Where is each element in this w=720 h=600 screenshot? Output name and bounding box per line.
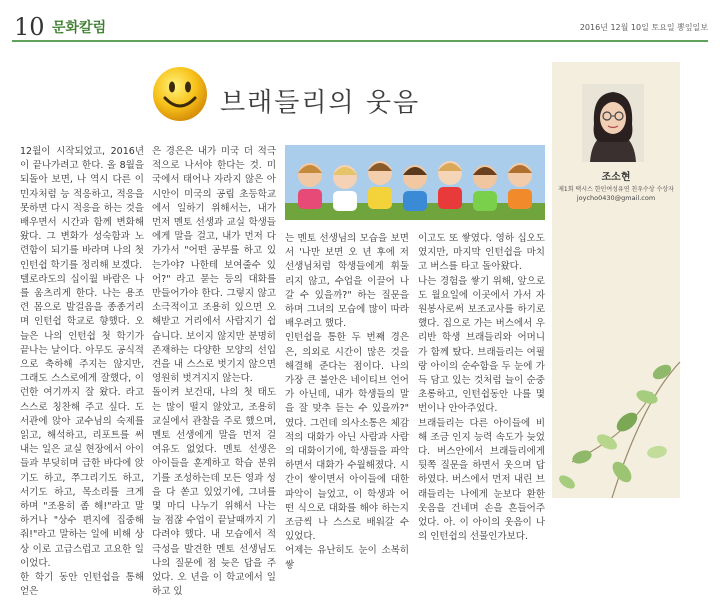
paragraph: 돌이켜 보건대, 나의 첫 태도는 많이 떨지 않았고, 조용히 교실에서 관찰을 주로 했으며, 멘토 선생에게 말을 먼저 걸 여유도 없었다. 멘토 선생은 아이들을 훈계하고 학습 분위기를 조성하는데 모든 영과 성을 다 쏟고 있었기에, 그녀를 몇 마디 나누기 위해서 나는 늘 점잖 수업이 끝날때까지 기다려야 했다. 내 모습에서 적극성을 발견한 멘토 선생님도 나의 질문에 점 늦은 답을 주었다. 오 년을 이 학교에서 일하고 있: [152, 387, 276, 598]
section-title: 문화칼럼: [52, 20, 107, 36]
paragraph: 한 학기 동안 인턴쉽을 통해 얻은: [20, 572, 144, 598]
paragraph: 나는 경험을 쌓기 위해, 앞으로도 월요일에 이곳에서 가서 자원봉사로써 보조교사를 하기로 했다. 집으로 가는 버스에서 우리반 학생 브래들리와 어머니가 함께 탔다. 브래들리는 여필랑 아이의 순수함을 두 눈에 가득 담고 있는 것처럼 늘이 순중초롱하고, 인턴쉽동안 나를 몇 번이나 안아주었다.: [418, 275, 545, 415]
paragraph: 텔로라도의 십이월 바람은 나를 움츠리게 한다. 나는 용조련 몸으로 발걸음을 종종거리며 인턴쉽 학교로 향했다. 오늘은 나의 인턴쉽 첫 학기가 끝나는 날이다. 아무도 공식적으로 축하해 주지는 않지만, 그래도 스스로에게 잘했다, 이런한 여기까지 잘 왔다. 라고 스스로 칭찬해 주고 싶다. 도서관에 앉아 교수님의 숙제를 읽고, 해석하고, 리포트를 써 내는 일은 교실 현장에서 아이들과 부딪히며 급한 바다에 앉기도 하고, 쭈그리기도 하고, 서기도 하고, 목소리를 크게 하며 "조용히 좀 해!"라고 말하거나 "상수 편지에 집중해줘!"라고 말하는 일에 비해 상상 이로 고급스럽고 고요한 일이었다.: [20, 273, 144, 569]
author-sidebar: [552, 62, 680, 498]
leaf-decoration: [552, 342, 680, 498]
paragraph: 12월이 시작되었고, 2016년이 끝나가려고 한다. 올 8월을 되돌아 보면, 나 역시 다른 이민자처럼 능 적응하고, 적응을 못하면 다시 적응을 하는 것을 배우면서 시간과 함께 변화해왔다. 그 변화가 성숙함과 노련함이 되기를 바라며 나의 첫 인턴쉽 학기를 정리해 보겠다.: [20, 146, 144, 271]
author-email[interactable]: joycho0430@gmail.com: [576, 194, 656, 202]
paragraph: 어제는 유난히도 눈이 소복히 쌓: [285, 545, 409, 571]
article-column-4: [418, 232, 545, 543]
paragraph: 이고도 또 쌓였다. 영하 십오도 였지만, 마지막 인턴쉽을 마치고 버스를 타고 돌아왔다.: [418, 233, 545, 273]
dateline: 2016년 12월 10일 토요일 뽕잎일보: [579, 23, 708, 32]
page-header: [12, 12, 708, 42]
article: [20, 60, 545, 598]
children-photo: [285, 145, 545, 220]
author-photo: [582, 84, 644, 162]
author-title: 제1회 택시스 한인여성유연 친우수상 수상자: [558, 186, 674, 193]
smiley-face-icon: [150, 64, 210, 124]
paragraph: 브래들리는 다른 아이들에 비해 조금 인지 능력 속도가 늦었다. 버스안에서 브래들리에게 뒷쪽 질문을 하면서 웃으며 답하였다. 버스에서 먼저 내린 브래들리는 나에게 눈보다 환한 웃음을 건네며 손을 흔들어주었다. 아. 이 아이의 웃음이 나의 인턴쉽의 선물인가보다.: [418, 417, 545, 543]
paragraph: 는 멘토 선생님의 모습을 보면서 '나만 보면 오 년 후에 저 선생님처럼 학생들에게 휘둘리지 않고, 수업을 이끌어 나갈 수 있을까?" 하는 질문을 하며 그녀의 모습에 많이 따라 배우려고 했다.: [285, 233, 409, 330]
article-column-1: [20, 145, 144, 598]
article-column-2: [152, 145, 276, 598]
paragraph: 인턴쉽을 통한 두 번째 경은은, 의외로 시간이 많은 것을 해결해 준다는 점이다. 나의 가장 큰 불안은 네이티브 언어가 아닌데, 내가 학생들의 말을 잘 맞추 듣는 수 있을까?" 였다. 그런데 의사소통은 체감적의 대화가 아닌 사람과 사람의 대화이기에, 학생들을 파악하면서 대화가 수월해졌다. 시간이 쌓이면서 아이들에 대한 파악이 늘었고, 이 학생과 어떤 식으로 대화를 해야 하는지 조금씩 나 스스로 배워갈 수 있었다.: [285, 332, 409, 543]
article-column-3: [285, 232, 409, 571]
page-number: 10: [14, 13, 45, 41]
paragraph: 은 경은은 내가 미국 더 적극적으로 나서야 한다는 것. 미국에서 태어나 자라지 않은 아시안이 미국의 공립 초등학교에서 일하기 위해서는, 내가 먼저 멘토 선생과 교실 학생들에게 말을 걸고, 내가 먼저 다가가서 "어떤 공부를 하고 있는가야? 나한테 보여줄수 있어?" 라고 묻는 등의 대화를 만들어가야 한다. 그렇지 않고 소극적이고 조용히 있으면 오해받고 거리에서 사람지기 쉽습니다. 보이지 않지만 분명히 존재하는 다양한 모양의 선입견을 내 스스로 벗기지 않으면 영원히 벗겨지지 않는다.: [152, 146, 276, 385]
author-name: 조소현: [601, 172, 631, 183]
headline: 브래들리의 웃음: [220, 88, 421, 118]
